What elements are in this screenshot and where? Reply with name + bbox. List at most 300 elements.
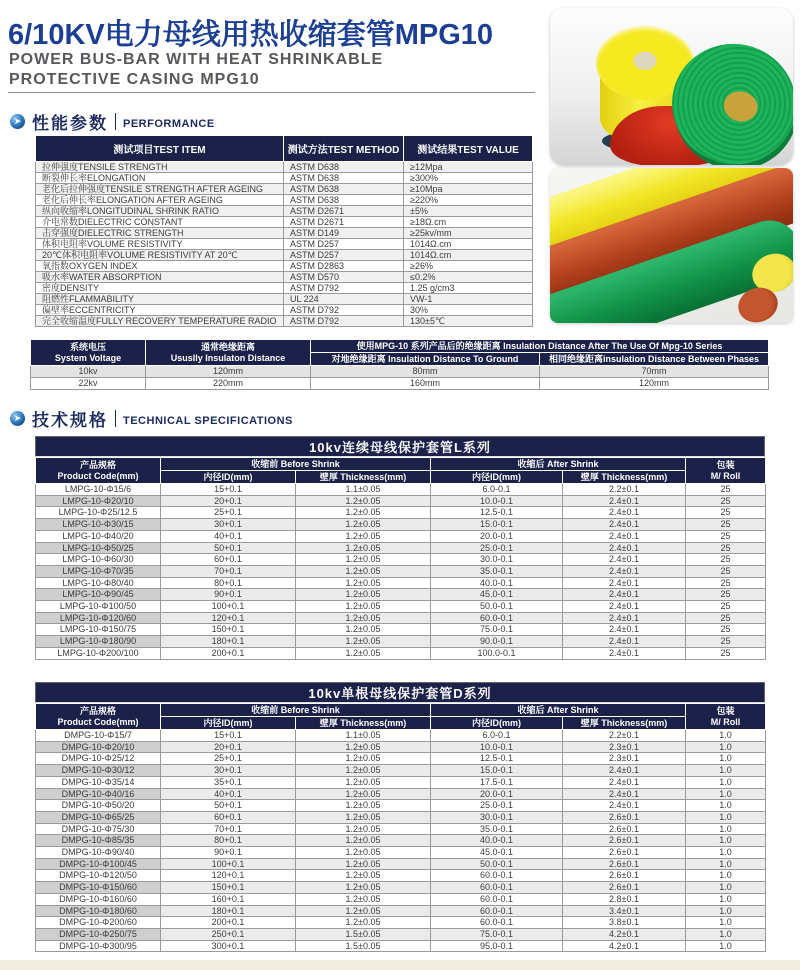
table-cell: LMPG-10-Φ80/40	[36, 577, 161, 589]
table-cell: 25	[686, 577, 766, 589]
table-cell: 3.4±0.1	[563, 905, 686, 917]
table-cell: 阻燃性FLAMMABILITY	[36, 294, 284, 305]
table-cell: ASTM D792	[284, 305, 404, 316]
table-cell: 老化后拉伸强度TENSILE STRENGTH AFTER AGEING	[36, 184, 284, 195]
spec-header-thickness-after: 壁厚 Thickness(mm)	[563, 471, 686, 484]
table-cell: 1.2±0.05	[296, 495, 431, 507]
table-cell: 25	[686, 647, 766, 659]
table-cell: 35.0-0.1	[431, 565, 563, 577]
table-cell: ASTM D257	[284, 239, 404, 250]
table-cell: 1.2±0.05	[296, 823, 431, 835]
table-cell: 22kv	[31, 378, 146, 390]
table-cell: DMPG-10-Φ120/50	[36, 870, 161, 882]
table-cell: 完全收缩温度FULLY RECOVERY TEMPERATURE RADIO	[36, 316, 284, 327]
table-cell: 拉伸强度TENSILE STRENGTH	[36, 162, 284, 173]
table-cell: 1.0	[686, 917, 766, 929]
table-cell: 1.2±0.05	[296, 612, 431, 624]
table-cell: 25	[686, 554, 766, 566]
table-row	[36, 294, 533, 305]
table-row	[36, 316, 533, 327]
table-cell: LMPG-10-Φ60/30	[36, 554, 161, 566]
table-cell: 50+0.1	[161, 542, 296, 554]
table-cell: 25	[686, 565, 766, 577]
table-row	[36, 636, 766, 648]
table-cell: VW-1	[404, 294, 533, 305]
table-cell: 250+0.1	[161, 928, 296, 940]
table-row	[36, 788, 766, 800]
table-cell: ≥10Mpa	[404, 184, 533, 195]
table-cell: 3.8±0.1	[563, 917, 686, 929]
table-cell: DMPG-10-Φ15/7	[36, 730, 161, 742]
table-cell: 2.4±0.1	[563, 636, 686, 648]
table-cell: 1.0	[686, 905, 766, 917]
table-cell: 1.2±0.05	[296, 835, 431, 847]
table-row	[36, 565, 766, 577]
table-cell: 60+0.1	[161, 811, 296, 823]
table-cell: 1.0	[686, 776, 766, 788]
table-cell: 2.4±0.1	[563, 624, 686, 636]
table-cell: ASTM D2671	[284, 206, 404, 217]
table-cell: 25	[686, 589, 766, 601]
table-cell: ASTM D257	[284, 250, 404, 261]
table-cell: DMPG-10-Φ65/25	[36, 811, 161, 823]
l-series-table	[35, 457, 766, 660]
table-cell: 2.4±0.1	[563, 589, 686, 601]
table-cell: 120mm	[146, 366, 311, 378]
table-cell: 1.0	[686, 753, 766, 765]
spec-header-row1	[36, 704, 766, 717]
table-cell: ASTM D2863	[284, 261, 404, 272]
table-cell: 1.1±0.05	[296, 730, 431, 742]
table-cell: 1.2±0.05	[296, 776, 431, 788]
section-title-zh: 技术规格	[32, 411, 108, 430]
table-cell: 2.4±0.1	[563, 554, 686, 566]
table-cell: ≤0.2%	[404, 272, 533, 283]
table-cell: 1.2±0.05	[296, 519, 431, 531]
table-cell: 25.0-0.1	[431, 542, 563, 554]
table-cell: 2.6±0.1	[563, 847, 686, 859]
spec-header-id-after: 内径ID(mm)	[431, 471, 563, 484]
table-cell: 1.2±0.05	[296, 811, 431, 823]
table-cell: 2.6±0.1	[563, 882, 686, 894]
table-row	[36, 917, 766, 929]
table-cell: 1.2±0.05	[296, 753, 431, 765]
table-row	[36, 893, 766, 905]
table-cell: 25.0-0.1	[431, 800, 563, 812]
table-cell: 150+0.1	[161, 882, 296, 894]
table-row	[36, 495, 766, 507]
table-cell: 25+0.1	[161, 507, 296, 519]
table-cell: 40.0-0.1	[431, 835, 563, 847]
spec-header-product-en: Product Code(mm)	[57, 716, 139, 727]
table-cell: DMPG-10-Φ75/30	[36, 823, 161, 835]
table-row	[36, 601, 766, 613]
table-cell: 80+0.1	[161, 835, 296, 847]
spec-header-product	[36, 458, 161, 484]
table-row	[36, 305, 533, 316]
table-row	[36, 283, 533, 294]
table-cell: DMPG-10-Φ85/35	[36, 835, 161, 847]
table-cell: 2.4±0.1	[563, 601, 686, 613]
table-cell: 1.2±0.05	[296, 554, 431, 566]
table-cell: ASTM D2671	[284, 217, 404, 228]
table-cell: 1.2±0.05	[296, 636, 431, 648]
table-cell: 80mm	[311, 366, 540, 378]
table-cell: 50.0-0.1	[431, 601, 563, 613]
table-cell: 2.4±0.1	[563, 507, 686, 519]
table-cell: ASTM D638	[284, 162, 404, 173]
table-cell: 1.2±0.05	[296, 507, 431, 519]
table-cell: 45.0-0.1	[431, 847, 563, 859]
table-cell: 1.2±0.05	[296, 905, 431, 917]
table-cell: 95.0-0.1	[431, 940, 563, 952]
section-title-zh: 性能参数	[32, 114, 108, 133]
table-row	[36, 261, 533, 272]
table-cell: 1.2±0.05	[296, 847, 431, 859]
table-row	[36, 184, 533, 195]
table-cell: 2.4±0.1	[563, 765, 686, 777]
table-row	[36, 823, 766, 835]
insulation-header-phases: 相同绝缘距离insulation Distance Between Phases	[540, 353, 769, 366]
table-cell: DMPG-10-Φ35/14	[36, 776, 161, 788]
table-row	[36, 239, 533, 250]
header-divider	[8, 92, 535, 93]
spec-header-product-en: Product Code(mm)	[57, 470, 139, 481]
table-cell: DMPG-10-Φ300/95	[36, 940, 161, 952]
table-cell: 20.0-0.1	[431, 788, 563, 800]
table-cell: 30+0.1	[161, 519, 296, 531]
table-cell: 1.2±0.05	[296, 788, 431, 800]
table-cell: 1.5±0.05	[296, 928, 431, 940]
table-cell: 180+0.1	[161, 636, 296, 648]
table-cell: 15.0-0.1	[431, 765, 563, 777]
table-cell: 2.4±0.1	[563, 577, 686, 589]
table-row	[36, 905, 766, 917]
insulation-header-usual-zh: 通常绝缘距离	[200, 341, 255, 352]
table-cell: 25	[686, 624, 766, 636]
performance-header-row	[36, 136, 533, 162]
table-cell: 20+0.1	[161, 741, 296, 753]
table-cell: 1.2±0.05	[296, 882, 431, 894]
table-cell: 35+0.1	[161, 776, 296, 788]
table-cell: 2.4±0.1	[563, 776, 686, 788]
table-cell: 75.0-0.1	[431, 624, 563, 636]
table-cell: 4.2±0.1	[563, 940, 686, 952]
table-cell: 25	[686, 542, 766, 554]
table-cell: ≥220%	[404, 195, 533, 206]
table-cell: 2.4±0.1	[563, 647, 686, 659]
table-cell: 1.2±0.05	[296, 870, 431, 882]
table-cell: 300+0.1	[161, 940, 296, 952]
table-cell: 130±5℃	[404, 316, 533, 327]
table-row	[36, 217, 533, 228]
table-cell: 30%	[404, 305, 533, 316]
table-cell: LMPG-10-Φ25/12.5	[36, 507, 161, 519]
table-row	[36, 577, 766, 589]
table-cell: 25	[686, 495, 766, 507]
product-photo-rolls	[550, 8, 793, 165]
table-cell: 2.3±0.1	[563, 741, 686, 753]
table-cell: 200+0.1	[161, 647, 296, 659]
table-cell: 1.2±0.05	[296, 601, 431, 613]
section-bullet-icon	[10, 114, 25, 129]
table-cell: 160+0.1	[161, 893, 296, 905]
table-row	[36, 730, 766, 742]
spec-header-id-before: 内径ID(mm)	[161, 471, 296, 484]
table-cell: 2.4±0.1	[563, 530, 686, 542]
table-row	[36, 554, 766, 566]
table-cell: DMPG-10-Φ90/40	[36, 847, 161, 859]
page-title: 6/10KV电力母线用热收缩套管MPG10	[8, 19, 494, 51]
table-cell: 100.0-0.1	[431, 647, 563, 659]
spec-header-after: 收缩后 After Shrink	[431, 704, 686, 717]
table-row	[36, 753, 766, 765]
table-cell: LMPG-10-Φ100/50	[36, 601, 161, 613]
table-cell: 2.6±0.1	[563, 858, 686, 870]
table-cell: 25	[686, 636, 766, 648]
table-row	[36, 507, 766, 519]
table-cell: 1.2±0.05	[296, 624, 431, 636]
table-cell: 1.0	[686, 765, 766, 777]
table-row	[36, 847, 766, 859]
insulation-distance-table	[30, 339, 769, 390]
table-cell: ≥18Ω.cm	[404, 217, 533, 228]
spec-header-id-after: 内径ID(mm)	[431, 717, 563, 730]
table-cell: ASTM D570	[284, 272, 404, 283]
table-cell: 15+0.1	[161, 484, 296, 496]
table-cell: 70mm	[540, 366, 769, 378]
l-series-table-title: 10kv连续母线保护套管L系列	[35, 436, 765, 457]
table-cell: 4.2±0.1	[563, 928, 686, 940]
table-cell: 2.4±0.1	[563, 800, 686, 812]
table-cell: ASTM D792	[284, 316, 404, 327]
performance-header-item: 测试项目TEST ITEM	[36, 136, 284, 162]
table-cell: 220mm	[146, 378, 311, 390]
table-cell: 密度DENSITY	[36, 283, 284, 294]
section-title-en: TECHNICAL SPECIFICATIONS	[123, 414, 293, 427]
table-cell: 1.2±0.05	[296, 589, 431, 601]
table-cell: 20+0.1	[161, 495, 296, 507]
table-row	[36, 928, 766, 940]
table-cell: 120mm	[540, 378, 769, 390]
table-cell: 12.5-0.1	[431, 507, 563, 519]
table-cell: 1.0	[686, 928, 766, 940]
table-row	[31, 378, 769, 390]
table-cell: 1.2±0.05	[296, 542, 431, 554]
table-cell: 10.0-0.1	[431, 741, 563, 753]
table-row	[36, 835, 766, 847]
table-cell: 1014Ω.cm	[404, 250, 533, 261]
product-photo-tubes	[550, 168, 793, 323]
page-subtitle-line2: PROTECTIVE CASING MPG10	[9, 71, 260, 88]
section-bullet-icon	[10, 411, 25, 426]
table-cell: 180+0.1	[161, 905, 296, 917]
table-cell: 2.4±0.1	[563, 495, 686, 507]
table-row	[36, 228, 533, 239]
table-row	[36, 206, 533, 217]
table-cell: 2.2±0.1	[563, 730, 686, 742]
table-row	[36, 589, 766, 601]
spec-header-id-before: 内径ID(mm)	[161, 717, 296, 730]
table-row	[36, 173, 533, 184]
table-cell: 90+0.1	[161, 847, 296, 859]
l-series-table-block	[35, 436, 765, 660]
table-cell: 1.2±0.05	[296, 893, 431, 905]
insulation-header-usual	[146, 340, 311, 366]
table-cell: 25	[686, 530, 766, 542]
table-cell: 160mm	[311, 378, 540, 390]
table-cell: 1.5±0.05	[296, 940, 431, 952]
table-cell: 1.2±0.05	[296, 765, 431, 777]
table-cell: 1.0	[686, 847, 766, 859]
table-cell: 200+0.1	[161, 917, 296, 929]
performance-header-value: 测试结果TEST VALUE	[404, 136, 533, 162]
table-cell: 1.0	[686, 870, 766, 882]
table-row	[36, 530, 766, 542]
table-cell: DMPG-10-Φ25/12	[36, 753, 161, 765]
table-cell: 1.0	[686, 788, 766, 800]
table-cell: LMPG-10-Φ30/15	[36, 519, 161, 531]
spec-header-after: 收缩后 After Shrink	[431, 458, 686, 471]
table-cell: 12.5-0.1	[431, 753, 563, 765]
insulation-header-usual-en: Ususlly Insulaton Distance	[170, 352, 286, 363]
table-cell: 1.2±0.05	[296, 800, 431, 812]
table-cell: 10kv	[31, 366, 146, 378]
table-cell: ≥25kv/mm	[404, 228, 533, 239]
table-cell: DMPG-10-Φ250/75	[36, 928, 161, 940]
spec-header-pack-en: M/ Roll	[710, 470, 741, 481]
page-subtitle	[9, 50, 383, 90]
table-cell: 75.0-0.1	[431, 928, 563, 940]
table-cell: DMPG-10-Φ180/60	[36, 905, 161, 917]
table-cell: 45.0-0.1	[431, 589, 563, 601]
table-cell: LMPG-10-Φ120/60	[36, 612, 161, 624]
table-cell: 20.0-0.1	[431, 530, 563, 542]
table-cell: 60.0-0.1	[431, 870, 563, 882]
table-cell: 体积电阻率VOLUME RESISTIVITY	[36, 239, 284, 250]
table-cell: 50.0-0.1	[431, 858, 563, 870]
table-cell: LMPG-10-Φ180/90	[36, 636, 161, 648]
table-cell: 介电常数DIELECTRIC CONSTANT	[36, 217, 284, 228]
section-performance-header	[10, 109, 215, 134]
table-cell: 25+0.1	[161, 753, 296, 765]
table-cell: ASTM D638	[284, 195, 404, 206]
table-cell: 1.0	[686, 823, 766, 835]
table-cell: 1.2±0.05	[296, 530, 431, 542]
table-row	[36, 624, 766, 636]
section-title-pipe	[115, 410, 116, 427]
table-cell: 6.0-0.1	[431, 730, 563, 742]
table-row	[36, 250, 533, 261]
table-cell: 1.2±0.05	[296, 858, 431, 870]
table-cell: 2.6±0.1	[563, 823, 686, 835]
insulation-header-voltage-en: System Voltage	[54, 352, 122, 363]
table-cell: 1.0	[686, 811, 766, 823]
table-cell: 15.0-0.1	[431, 519, 563, 531]
table-cell: 2.8±0.1	[563, 893, 686, 905]
table-cell: 70+0.1	[161, 565, 296, 577]
table-row	[31, 366, 769, 378]
table-cell: LMPG-10-Φ150/75	[36, 624, 161, 636]
table-cell: 150+0.1	[161, 624, 296, 636]
spec-header-thickness-after: 壁厚 Thickness(mm)	[563, 717, 686, 730]
spec-header-pack	[686, 704, 766, 730]
spec-header-product	[36, 704, 161, 730]
table-cell: 1.1±0.05	[296, 484, 431, 496]
table-cell: 2.4±0.1	[563, 542, 686, 554]
spec-header-thickness-before: 壁厚 Thickness(mm)	[296, 717, 431, 730]
table-cell: LMPG-10-Φ200/100	[36, 647, 161, 659]
table-cell: 2.4±0.1	[563, 519, 686, 531]
table-cell: DMPG-10-Φ200/60	[36, 917, 161, 929]
table-cell: 15+0.1	[161, 730, 296, 742]
insulation-header-row1	[31, 340, 769, 353]
table-cell: 1.2±0.05	[296, 917, 431, 929]
table-cell: 100+0.1	[161, 858, 296, 870]
table-cell: 40.0-0.1	[431, 577, 563, 589]
table-cell: 1.2±0.05	[296, 577, 431, 589]
table-cell: DMPG-10-Φ40/16	[36, 788, 161, 800]
table-cell: ≥12Mpa	[404, 162, 533, 173]
table-cell: 氧指数OXYGEN INDEX	[36, 261, 284, 272]
table-cell: 60.0-0.1	[431, 917, 563, 929]
performance-table	[35, 135, 533, 327]
table-cell: ASTM D149	[284, 228, 404, 239]
table-row	[36, 519, 766, 531]
table-cell: 100+0.1	[161, 601, 296, 613]
table-cell: 30+0.1	[161, 765, 296, 777]
table-row	[36, 811, 766, 823]
table-cell: ASTM D638	[284, 184, 404, 195]
table-cell: 60.0-0.1	[431, 612, 563, 624]
section-title-pipe	[115, 113, 116, 130]
table-cell: 10.0-0.1	[431, 495, 563, 507]
table-cell: 吸水率WATER ABSORPTION	[36, 272, 284, 283]
table-cell: 2.4±0.1	[563, 565, 686, 577]
table-cell: DMPG-10-Φ160/60	[36, 893, 161, 905]
table-cell: LMPG-10-Φ90/45	[36, 589, 161, 601]
d-series-table	[35, 703, 766, 952]
table-cell: DMPG-10-Φ50/20	[36, 800, 161, 812]
table-cell: DMPG-10-Φ20/10	[36, 741, 161, 753]
table-cell: 1.0	[686, 730, 766, 742]
table-cell: 1.0	[686, 940, 766, 952]
table-cell: ±5%	[404, 206, 533, 217]
spec-header-product-zh: 产品规格	[79, 705, 116, 716]
table-row	[36, 542, 766, 554]
table-cell: 2.4±0.1	[563, 612, 686, 624]
spec-header-row1	[36, 458, 766, 471]
table-cell: ≥26%	[404, 261, 533, 272]
spec-header-before: 收缩前 Before Shrink	[161, 704, 431, 717]
table-cell: 击穿强度DIELECTRIC STRENGTH	[36, 228, 284, 239]
table-row	[36, 940, 766, 952]
insulation-header-voltage	[31, 340, 146, 366]
spec-header-pack	[686, 458, 766, 484]
table-cell: 17.5-0.1	[431, 776, 563, 788]
table-cell: 2.6±0.1	[563, 835, 686, 847]
table-cell: 35.0-0.1	[431, 823, 563, 835]
table-cell: 30.0-0.1	[431, 554, 563, 566]
d-series-table-title: 10kv单根母线保护套管D系列	[35, 682, 765, 703]
table-cell: 纵向收缩率LONGITUDINAL SHRINK RATIO	[36, 206, 284, 217]
table-cell: LMPG-10-Φ40/20	[36, 530, 161, 542]
table-cell: DMPG-10-Φ150/60	[36, 882, 161, 894]
table-cell: 25	[686, 519, 766, 531]
table-row	[36, 272, 533, 283]
table-cell: 1.0	[686, 741, 766, 753]
table-cell: 70+0.1	[161, 823, 296, 835]
